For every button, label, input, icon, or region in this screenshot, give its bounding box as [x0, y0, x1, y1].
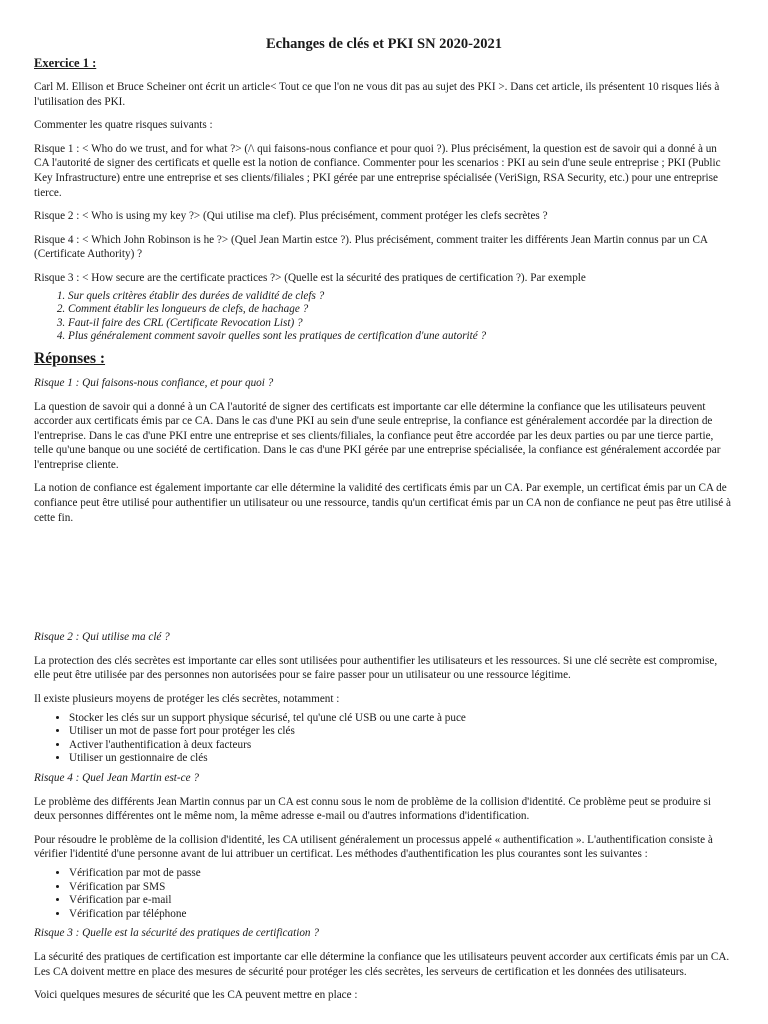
- answers-heading: Réponses :: [34, 349, 106, 367]
- list-item: • Activer l'authentification à deux facteurs: [69, 739, 734, 753]
- answer-1-paragraph-2: La notion de confiance est également importante car elle détermine la validité des certificats émis par un CA. Par exemple, un certificat émis par un CA de confiance peut être utilisé pour authentifier un utilisateur ou une ressource, tandis qu'un certificat émis par un CA non de confiance ne peut pas être utilisé à cette fin.: [34, 482, 731, 524]
- answer-2-paragraph-2: Il existe plusieurs moyens de protéger les clés secrètes, notamment :: [34, 693, 340, 706]
- list-item: • Stocker les clés sur un support physique sécurisé, tel qu'une clé USB ou une carte à puce: [69, 712, 734, 726]
- answer-4-paragraph-1: Le problème des différents Jean Martin connus par un CA est connu sous le nom de problème de la collision d'identité. Ce problème peut se produire si deux personnes différentes ont le même nom, la même adresse e-mail ou d'autres informations d'identification.: [34, 795, 711, 823]
- list-item: 1. Sur quels critères établir des durées de validité de clefs ?: [68, 290, 734, 304]
- instruction-paragraph: Commenter les quatre risques suivants :: [34, 119, 213, 132]
- key-protection-list: [34, 712, 734, 766]
- list-item: • Vérification par mot de passe: [69, 867, 734, 881]
- authentication-methods-list: [34, 867, 734, 921]
- risk-4-statement: Risque 4 : < Which John Robinson is he ?> (Quel Jean Martin estce ?). Plus précisément, comment traiter les différents Jean Martin connus par un CA (Certificate Authority) ?: [34, 233, 708, 261]
- list-item: • Vérification par SMS: [69, 881, 734, 895]
- risk-3-question-list: [34, 290, 734, 344]
- answer-1-paragraph-1: La question de savoir qui a donné à un CA l'autorité de signer des certificats est importante car elle détermine la confiance que les utilisateurs peuvent accorder aux certificats émis par ce CA. Dans le cas d'une PKI au sein d'une seule entreprise, la confiance est généralement accordée par la direction de l'entreprise. Dans le cas d'une PKI entre une entreprise et ses clients/filiales, la confiance peut être accordée par les deux parties ou par une tierce partie, telle qu'une banque ou une société de certification. Dans le cas d'une PKI gérée par une entreprise spécialisée, la confiance est généralement accordée par l'entreprise cliente.: [34, 400, 721, 471]
- list-item: • Vérification par e-mail: [69, 894, 734, 908]
- risk-1-statement: Risque 1 : < Who do we trust, and for what ?> (/\ qui faisons-nous confiance et pour quoi ?). Plus précisément, la question est de savoir qui a donné à un CA l'autorité de signer des certificats et quelle est la notion de confiance. Commenter pour les scenarios : PKI au sein d'une seule entreprise ; PKI (Public Key Infrastructure) entre une entreprise et ses clients/filiales ; PKI gérée par une entreprise spécialisée (VeriSign, RSA Security, etc.) pour une entreprise tierce.: [34, 142, 721, 199]
- answer-4-paragraph-2: Pour résoudre le problème de la collision d'identité, les CA utilisent généralement un processus appelé « authentification ». L'authentification consiste à vérifier l'identité d'une personne avant de lui attribuer un certificat. Les méthodes d'authentification les plus courantes sont les suivantes :: [34, 833, 713, 861]
- intro-paragraph: Carl M. Ellison et Bruce Scheiner ont écrit un article< Tout ce que l'on ne vous dit pas au sujet des PKI >. Dans cet article, ils présentent 10 risques liés à l'utilisation des PKI.: [34, 81, 720, 108]
- list-item: 3. Faut-il faire des CRL (Certificate Revocation List) ?: [68, 317, 734, 331]
- answer-2-paragraph-1: La protection des clés secrètes est importante car elles sont utilisées pour authentifier les utilisateurs et les ressources. Si une clé secrète est compromise, elle peut être utilisée par des personnes non autorisées pour se faire passer pour un utilisateur ou une ressource légitime.: [34, 654, 718, 682]
- answer-2-heading: Risque 2 : Qui utilise ma clé ?: [34, 631, 170, 644]
- risk-2-statement: Risque 2 : < Who is using my key ?> (Qui utilise ma clef). Plus précisément, comment protéger les clefs secrètes ?: [34, 210, 548, 223]
- list-item: 4. Plus généralement comment savoir quelles sont les pratiques de certification d'une autorité ?: [68, 330, 734, 344]
- answer-1-heading: Risque 1 : Qui faisons-nous confiance, et pour quoi ?: [34, 376, 274, 389]
- risk-3-statement: Risque 3 : < How secure are the certificate practices ?> (Quelle est la sécurité des pratiques de certification ?). Par exemple: [34, 271, 586, 284]
- exercise-heading: Exercice 1 :: [34, 56, 97, 70]
- list-item: 2. Comment établir les longueurs de clefs, de hachage ?: [68, 303, 734, 317]
- blank-space: [34, 534, 734, 630]
- answer-3-paragraph-1: La sécurité des pratiques de certification est importante car elle détermine la confiance que les utilisateurs peuvent accorder aux certificats émis par un CA. Les CA doivent mettre en place des mesures de sécurité pour protéger les clés secrètes, les serveurs de certification et les données des utilisateurs.: [34, 950, 730, 978]
- answer-3-paragraph-2: Voici quelques mesures de sécurité que les CA peuvent mettre en place :: [34, 989, 358, 1002]
- answer-4-heading: Risque 4 : Quel Jean Martin est-ce ?: [34, 772, 199, 784]
- list-item: • Utiliser un gestionnaire de clés: [69, 752, 734, 766]
- list-item: • Utiliser un mot de passe fort pour protéger les clés: [69, 725, 734, 739]
- list-item: • Vérification par téléphone: [69, 908, 734, 922]
- answer-3-heading: Risque 3 : Quelle est la sécurité des pratiques de certification ?: [34, 927, 319, 940]
- document-title: Echanges de clés et PKI SN 2020-2021: [265, 36, 502, 52]
